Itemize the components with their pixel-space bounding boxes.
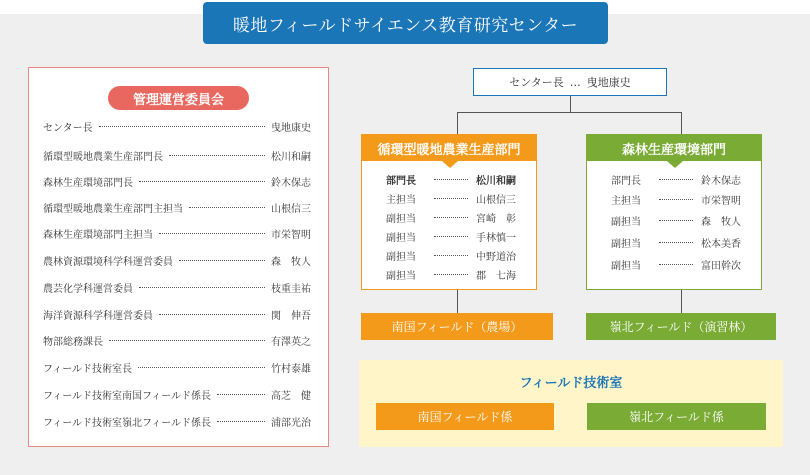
staff-name: 森 牧人	[701, 216, 741, 228]
member-name: 森 牧人	[271, 256, 311, 268]
leader-dots	[659, 264, 693, 265]
leader-dots	[217, 394, 265, 395]
member-name: 関 伸吾	[271, 310, 311, 322]
committee-member	[43, 199, 311, 215]
leader-dots	[179, 260, 265, 261]
staff-role: 部門長	[611, 175, 641, 187]
leader-dots	[109, 340, 265, 341]
staff-row	[386, 209, 526, 225]
leader-dots	[139, 287, 265, 288]
staff-name: 中野道治	[476, 251, 516, 263]
committee-member	[43, 147, 311, 163]
dept-pointer	[442, 161, 458, 168]
committee-member	[43, 252, 311, 268]
staff-row	[611, 256, 751, 272]
staff-name: 宮崎 彰	[476, 213, 516, 225]
leader-dots	[159, 233, 265, 234]
member-role: フィールド技術室南国フィールド係長	[43, 390, 211, 402]
staff-role: 副担当	[386, 270, 416, 282]
staff-name: 松川和嗣	[476, 175, 516, 187]
committee-member	[43, 413, 311, 429]
member-role: フィールド技術室嶺北フィールド係長	[43, 417, 211, 429]
staff-row	[386, 171, 526, 187]
staff-role: 部門長	[386, 175, 416, 187]
committee-panel	[28, 67, 329, 447]
member-role: 海洋資源科学科運営委員	[43, 310, 153, 322]
leader-dots	[139, 181, 265, 182]
staff-name: 市栄智明	[701, 195, 741, 207]
staff-role: 副担当	[611, 260, 641, 272]
committee-member	[43, 306, 311, 322]
staff-role: 副担当	[611, 238, 641, 250]
dept-forest	[586, 134, 762, 290]
member-name: 鈴木保志	[271, 177, 311, 189]
member-role: 循環型暖地農業生産部門主担当	[43, 203, 183, 215]
staff-role: 副担当	[386, 232, 416, 244]
page-title: 暖地フィールドサイエンス教育研究センター	[203, 2, 608, 44]
committee-member	[43, 359, 311, 375]
member-role: 循環型暖地農業生産部門長	[43, 151, 163, 163]
connector-line	[457, 112, 458, 134]
member-name: 曳地康史	[271, 122, 311, 134]
leader-dots	[434, 255, 468, 256]
committee-member	[43, 386, 311, 402]
member-role: 物部総務課長	[43, 336, 103, 348]
member-name: 浦部光治	[271, 417, 311, 429]
director-box	[473, 68, 667, 96]
dept-pointer	[667, 161, 683, 168]
member-name: 高芝 健	[271, 390, 311, 402]
tech-unit-nankoku: 南国フィールド係	[376, 403, 554, 430]
member-name: 松川和嗣	[271, 151, 311, 163]
director-role: センター長	[509, 76, 564, 89]
member-name: 枝重圭祐	[271, 283, 311, 295]
staff-row	[386, 266, 526, 282]
staff-row	[386, 247, 526, 263]
staff-row	[611, 234, 751, 250]
staff-role: 副担当	[611, 216, 641, 228]
connector-line	[570, 96, 571, 112]
staff-row	[611, 171, 751, 187]
member-role: 農林資源環境科学科運営委員	[43, 256, 173, 268]
leader-dots	[434, 198, 468, 199]
director-separator: …	[569, 75, 581, 89]
leader-dots	[189, 207, 265, 208]
staff-name: 郡 七海	[476, 270, 516, 282]
leader-dots	[659, 199, 693, 200]
committee-member	[43, 279, 311, 295]
leader-dots	[434, 217, 468, 218]
committee-member	[43, 332, 311, 348]
member-role: 農芸化学科運営委員	[43, 283, 133, 295]
leader-dots	[169, 155, 265, 156]
member-name: 竹村泰雄	[271, 363, 311, 375]
leader-dots	[138, 367, 265, 368]
staff-row	[386, 190, 526, 206]
tech-office-title: フィールド技術室	[519, 376, 623, 391]
leader-dots	[659, 220, 693, 221]
member-name: 市栄智明	[271, 229, 311, 241]
member-name: 有澤英之	[271, 336, 311, 348]
staff-row	[611, 191, 751, 207]
field-forest: 嶺北フィールド（演習林）	[586, 313, 776, 340]
leader-dots	[434, 274, 468, 275]
leader-dots	[99, 126, 265, 127]
leader-dots	[434, 236, 468, 237]
dept-agri-heading: 循環型暖地農業生産部門	[362, 135, 536, 161]
dept-forest-heading: 森林生産環境部門	[587, 135, 761, 161]
staff-name: 鈴木保志	[701, 175, 741, 187]
tech-office	[359, 360, 783, 447]
dept-agri	[361, 134, 537, 290]
field-agri: 南国フィールド（農場）	[361, 313, 553, 340]
member-role: センター長	[43, 122, 93, 134]
connector-line	[681, 112, 682, 134]
connector-line	[457, 290, 458, 313]
staff-role: 主担当	[386, 194, 416, 206]
staff-role: 主担当	[611, 195, 641, 207]
staff-name: 手林慎一	[476, 232, 516, 244]
staff-role: 副担当	[386, 251, 416, 263]
tech-unit-reihoku: 嶺北フィールド係	[587, 403, 766, 430]
staff-row	[611, 212, 751, 228]
connector-line	[681, 290, 682, 313]
committee-heading: 管理運営委員会	[108, 86, 249, 110]
staff-name: 富田幹次	[701, 260, 741, 272]
leader-dots	[217, 421, 265, 422]
committee-member	[43, 118, 311, 134]
member-name: 山根信三	[271, 203, 311, 215]
leader-dots	[659, 179, 693, 180]
staff-row	[386, 228, 526, 244]
member-role: 森林生産環境部門長	[43, 177, 133, 189]
member-role: フィールド技術室長	[43, 363, 132, 375]
leader-dots	[659, 242, 693, 243]
committee-member	[43, 225, 311, 241]
committee-member	[43, 173, 311, 189]
leader-dots	[159, 314, 265, 315]
staff-name: 山根信三	[476, 194, 516, 206]
staff-name: 松本美香	[701, 238, 741, 250]
member-role: 森林生産環境部門主担当	[43, 229, 153, 241]
leader-dots	[434, 179, 468, 180]
director-name: 曳地康史	[586, 76, 631, 89]
staff-role: 副担当	[386, 213, 416, 225]
connector-line	[457, 112, 682, 113]
